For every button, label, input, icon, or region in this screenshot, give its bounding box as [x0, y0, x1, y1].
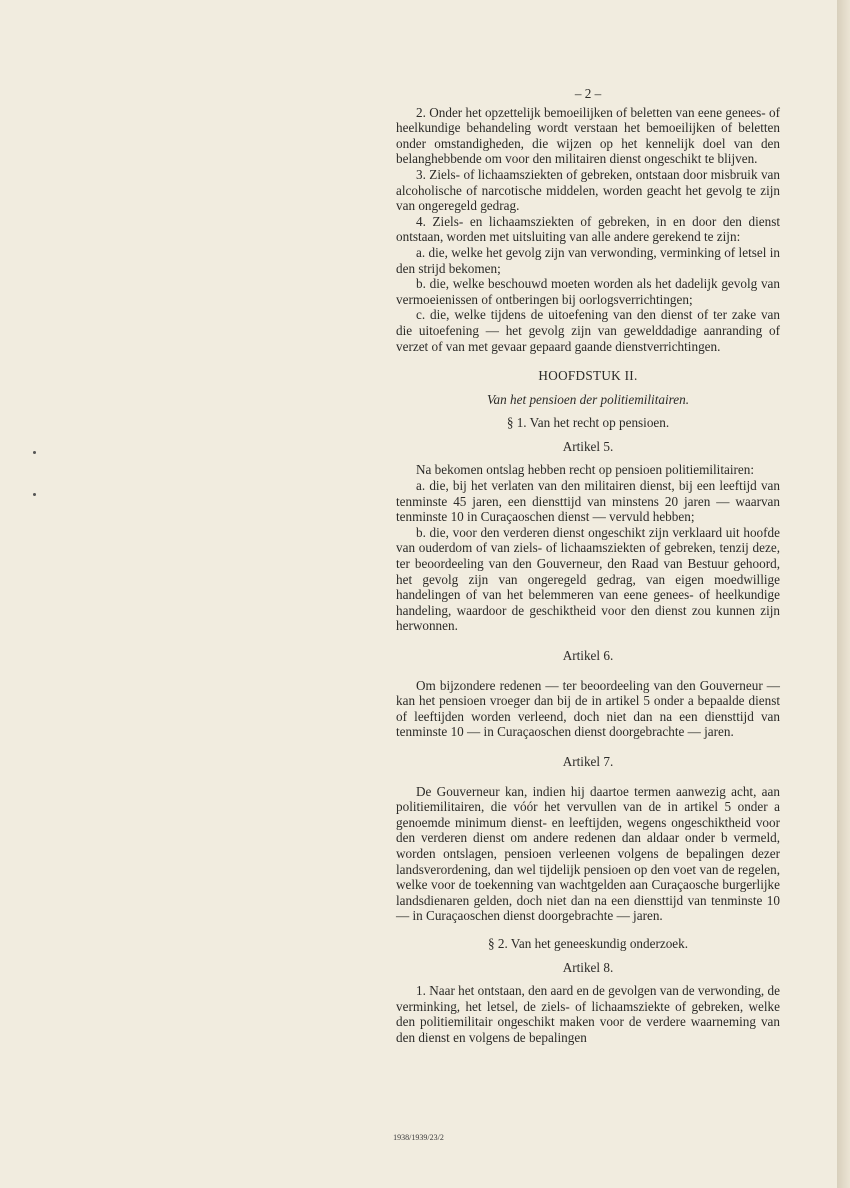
list-item: a. die, bij het verlaten van den militairen dienst, bij een leeftijd van tenminste 45 jaren, een diensttijd van minstens 20 jaren — waarvan tenminste 10 in Curaçaoschen dienst — vervuld hebben; [396, 478, 780, 525]
article-title: Artikel 6. [562, 648, 614, 663]
binding-hole-mark [33, 451, 36, 454]
article-title: Artikel 8. [562, 959, 614, 975]
chapter-subtitle: Van het pensioen der politiemilitairen. [486, 391, 690, 407]
paragraph: Om bijzondere redenen — ter beoordeeling van den Gouverneur — kan het pensioen vroeger dan bij de in artikel 5 onder a bepaalde dienst of leeftijden worden verleend, doch niet dan na een diensttijd van tenminste 10 — in Curaçaoschen dienst doorgebrachte — jaren. [396, 677, 780, 740]
paragraph: 3. Ziels- of lichaamsziekten of gebreken, ontstaan door misbruik van alcoholische of narcotische middelen, worden geacht het gevolg te zijn van ongeregeld gedrag. [396, 166, 780, 214]
list-item: c. die, welke tijdens de uitoefening van den dienst of ter zake van die uitoefening — het gevolg zijn van gewelddadige aanranding of verzet of van met gevaar gepaard gaande dienstverrichtingen. [396, 307, 780, 354]
footer-code: 1938/1939/23/2 [393, 1133, 444, 1142]
section-heading: § 2. Van het geneeskundig onderzoek. [487, 935, 689, 951]
list-item: b. die, welke beschouwd moeten worden als het dadelijk gevolg van vermoeienissen of ontberingen bij oorlogsverrichtingen; [396, 276, 780, 307]
page-edge [837, 0, 850, 1188]
list-item: a. die, welke het gevolg zijn van verwonding, verminking of letsel in den strijd bekomen; [396, 244, 780, 276]
list-item: b. die, voor den verderen dienst ongeschikt zijn verklaard uit hoofde van ouderdom of van ziels- of lichaamsziekten of gebreken, tenzij deze, ter beoordeeling van den Gouverneur, den Raad van Bestuur gehoord, het gevolg zijn van ongeregeld gedrag, van eigen moedwillige handelingen of van het belemmeren van eene genees- of heelkundige handeling, waardoor de geschiktheid voor den dienst zou kunnen zijn herwonnen. [396, 524, 780, 634]
paragraph: 4. Ziels- en lichaamsziekten of gebreken, in en door den dienst ontstaan, worden met uitsluiting van alle andere gerekend te zijn: [396, 213, 780, 245]
article-title: Artikel 5. [562, 438, 614, 454]
chapter-heading: HOOFDSTUK II. [538, 368, 638, 384]
paragraph: 1. Naar het ontstaan, den aard en de gevolgen van de verwonding, de verminking, het letsel, de ziels- of lichaamsziekte of gebreken, welke den politiemilitair ongeschikt maken voor de verdere waarneming van den dienst en volgens de bepalingen [396, 983, 780, 1045]
paragraph: Na bekomen ontslag hebben recht op pensioen politiemilitairen: [416, 462, 755, 478]
text-column [396, 86, 780, 1045]
section-heading: § 1. Van het recht op pensioen. [506, 415, 670, 431]
article-title: Artikel 7. [562, 753, 614, 769]
binding-hole-mark [33, 493, 36, 496]
paragraph: 2. Onder het opzettelijk bemoeilijken of beletten van eene genees- of heelkundige behandeling wordt verstaan het bemoeilijken of beletten onder omstandigheden, die wijzen op het kennelijk doel van den belanghebbende om voor den militairen dienst ongeschikt te blijven. [396, 104, 780, 167]
page-number: – 2 – [574, 86, 602, 101]
paragraph: De Gouverneur kan, indien hij daartoe termen aanwezig acht, aan politiemilitairen, die vóór het vervullen van de in artikel 5 onder a genoemde minimum dienst- en leeftijden, wegens ongeschiktheid voor den verderen dienst om andere redenen dan aldaar onder b vermeld, worden ontslagen, pensioen verleenen volgens de bepalingen dezer landsverordening, dan wel tijdelijk pensioen op den voet van de regelen, welke voor de toekenning van wachtgelden aan Curaçaosche burgerlijke landsdienaren gelden, doch niet dan na een diensttijd van tenminste 10 — in Curaçaoschen dienst doorgebrachte — jaren. [396, 783, 780, 924]
